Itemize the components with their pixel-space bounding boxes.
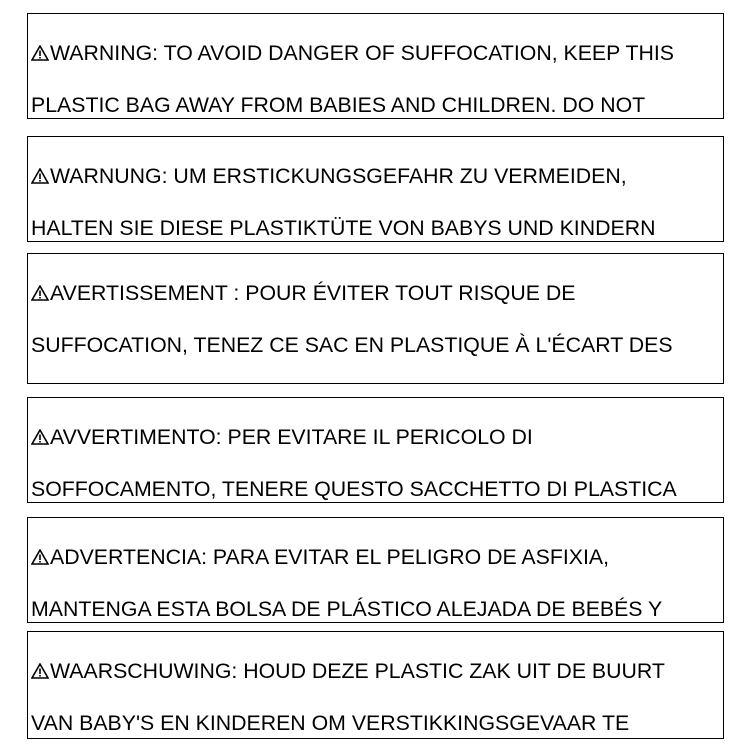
warning-line: SOFFOCAMENTO, TENERE QUESTO SACCHETTO DI PLASTICA bbox=[31, 477, 677, 501]
warning-line: WAARSCHUWING: HOUD DEZE PLASTIC ZAK UIT DE BUURT bbox=[31, 658, 723, 684]
warning-line: SUFFOCATION, TENEZ CE SAC EN PLASTIQUE À L'ÉCART DES bbox=[31, 333, 673, 357]
warning-triangle-icon bbox=[31, 429, 49, 445]
warning-line: VAN BABY'S EN KINDEREN OM VERSTIKKINGSGEVAAR TE bbox=[31, 711, 630, 735]
warning-line: AVVERTIMENTO: PER EVITARE IL PERICOLO DI bbox=[31, 424, 723, 450]
warning-box-french bbox=[27, 253, 724, 384]
warning-box-dutch bbox=[27, 631, 724, 739]
warning-box-german bbox=[27, 136, 724, 242]
warning-line: WARNING: TO AVOID DANGER OF SUFFOCATION, KEEP THIS bbox=[31, 40, 723, 66]
warning-box-english bbox=[27, 13, 724, 119]
warning-triangle-icon bbox=[31, 168, 49, 184]
warning-box-italian bbox=[27, 397, 724, 503]
warning-triangle-icon bbox=[31, 285, 49, 301]
warning-box-spanish bbox=[27, 517, 724, 623]
warning-line: WARNUNG: UM ERSTICKUNGSGEFAHR ZU VERMEIDEN, bbox=[31, 163, 723, 189]
warning-triangle-icon bbox=[31, 549, 49, 565]
warning-line: HALTEN SIE DIESE PLASTIKTÜTE VON BABYS UND KINDERN bbox=[31, 216, 656, 240]
warning-triangle-icon bbox=[31, 663, 49, 679]
warning-line: PLASTIC BAG AWAY FROM BABIES AND CHILDREN. DO NOT bbox=[31, 93, 646, 117]
warning-triangle-icon bbox=[31, 45, 49, 61]
warning-line: MANTENGA ESTA BOLSA DE PLÁSTICO ALEJADA DE BEBÉS Y bbox=[31, 597, 663, 621]
warning-line: AVERTISSEMENT : POUR ÉVITER TOUT RISQUE DE bbox=[31, 280, 723, 306]
warning-line: ADVERTENCIA: PARA EVITAR EL PELIGRO DE ASFIXIA, bbox=[31, 544, 723, 570]
